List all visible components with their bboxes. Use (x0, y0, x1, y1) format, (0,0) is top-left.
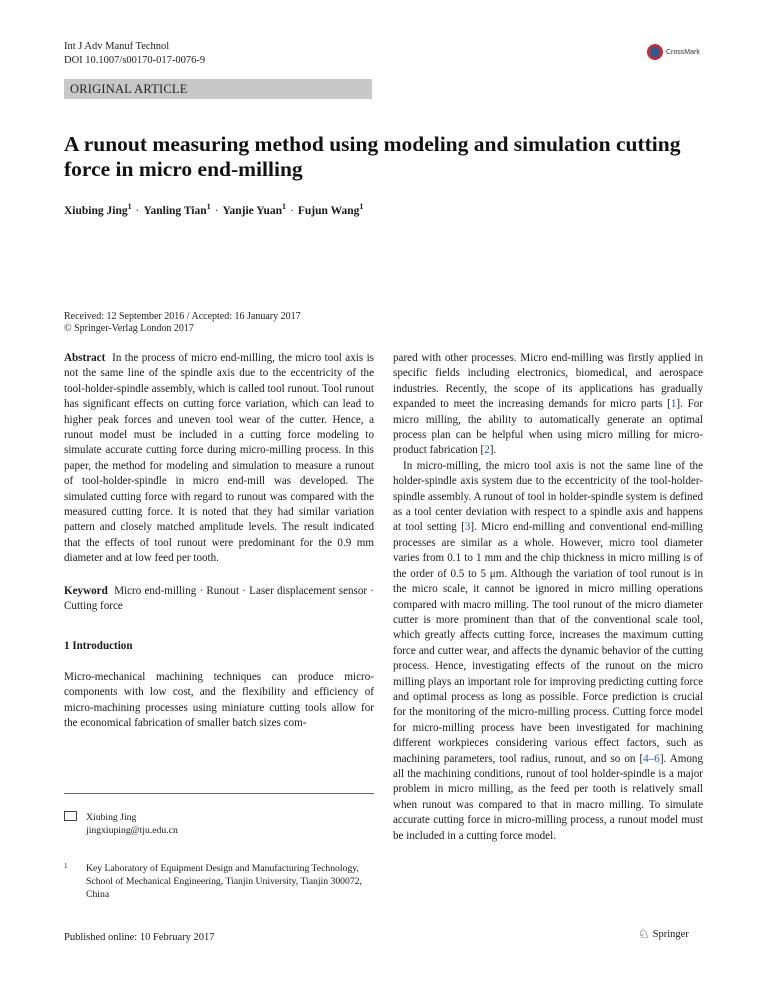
body-text: ]. Micro end-milling and conventional end-milling processes are similar as a whole. However, micro tool diameter varies from 0.1 to 1 mm and the chip thickness in micro milling is of the order of 0.5 to 5 μm. Although the variation of tool runout is in the micro scale, it cannot be ignored in micro milling operations compared with macro milling. The tool runout of the micro diameter cutter is more prominent than that of the conventional scale tool, which greatly affects cutting force, increases the maximum cutting force and cutter wear, and affects the dynamic behavior of the cutting process. Hence, investigating effects of the runout on the micro milling plays an important role for improving predicting cutting force and optimal process as long as possible. Force prediction is crucial for the monitoring of the micro-milling process. Cutting force model for micro-milling process have been investigated for machining different workpieces considering various effect factors, such as machining parameters, tool radius, runout, and so on [ (393, 521, 703, 765)
corresponding-author-footnote (64, 810, 178, 837)
abstract-label: Abstract (64, 352, 106, 364)
author-name[interactable]: Yanling Tian (143, 204, 207, 217)
author-name[interactable]: Fujun Wang (297, 204, 360, 217)
affiliation-footnote (64, 862, 374, 901)
crossmark-icon (647, 44, 663, 60)
author-affiliation-mark: 1 (282, 202, 287, 211)
author-affiliation-mark: 1 (359, 202, 364, 211)
publisher-logo (638, 926, 689, 942)
section-heading-introduction: 1 Introduction (64, 639, 133, 652)
body-text: ]. For micro milling, the ability to automatically generate an optimal process plan can be helpful when using micro milling for micro-product fabrication [ (393, 398, 703, 457)
author-affiliation-mark: 1 (127, 202, 132, 211)
publisher-name: Springer (652, 928, 689, 940)
corresponding-author-email[interactable]: jingxiuping@tju.edu.cn (86, 825, 178, 836)
citation-link[interactable]: 1 (670, 398, 677, 411)
article-type-banner (64, 79, 372, 99)
affiliation-text: Key Laboratory of Equipment Design and Manufacturing Technology, School of Mechanical Engineering, Tianjin University, Tianjin 300072, China (86, 863, 362, 900)
affiliation-number: 1 (64, 862, 68, 870)
springer-horse-icon: ♘ (638, 926, 650, 941)
introduction-paragraph (393, 459, 703, 844)
abstract-text: In the process of micro end-milling, the micro tool axis is not the same line of the spindle axis due to the eccentricity of the tool-holder-spindle assembly, which is called tool runout. Tool runout has significant effects on cutting force variation, which can lead to higher peak forces and uneven tool wear of the cutter. Hence, a runout model must be included in a cutting force modeling to simulate accurate cutting force during micro-milling process. In this paper, the method for modeling and simulation to measure a runout of tool-holder-spindle in micro end-mill was developed. The simulated cutting force with regard to runout was compared with the measured cutting force. It is noted that they had similar variation pattern and closely matched amplitude levels. The result indicated that the effects of tool runout were predominant for the 0.9 mm diameter and at low feed per tooth. (64, 352, 374, 565)
citation-link[interactable]: 2 (484, 444, 490, 457)
envelope-icon (64, 811, 77, 821)
left-column (64, 351, 374, 732)
abstract (64, 351, 374, 567)
author-separator: · (214, 204, 219, 217)
author-name[interactable]: Yanjie Yuan (222, 204, 283, 217)
crossmark-label: CrossMark (666, 48, 700, 56)
body-text: pared with other processes. Micro end-milling was firstly applied in specific fields including electronics, biomedical, and aerospace industries. Recently, the scope of its applications has gradually expanded to meet the increasing demands for micro parts [ (393, 352, 703, 411)
body-text: ]. (489, 444, 497, 457)
citation-link[interactable]: 4–6 (643, 752, 660, 765)
author-name[interactable]: Xiubing Jing (64, 204, 128, 217)
author-affiliation-mark: 1 (206, 202, 211, 211)
author-separator: · (290, 204, 294, 217)
citation-link[interactable]: 3 (464, 521, 471, 534)
keywords-text: Micro end-milling · Runout · Laser displacement sensor · Cutting force (64, 584, 375, 613)
footnote-divider (64, 793, 374, 794)
received-dates: Received: 12 September 2016 / Accepted: 16 January 2017 (64, 311, 301, 322)
crossmark-badge[interactable] (647, 43, 705, 61)
keywords (64, 584, 374, 615)
article-type-label: ORIGINAL ARTICLE (70, 82, 188, 96)
body-text: In micro-milling, the micro tool axis is not the same line of the holder-spindle axis system due to the eccentricity of the tool-holder-spindle assembly. A runout of tool in holder-spindle system is defined as a tool center deviation with respect to a spindle axis and happens at tool setting [ (393, 459, 703, 534)
author-list (64, 202, 363, 217)
published-date: Published online: 10 February 2017 (64, 932, 215, 943)
author-separator: · (135, 204, 140, 217)
copyright-notice: © Springer-Verlag London 2017 (64, 323, 194, 334)
doi[interactable]: DOI 10.1007/s00170-017-0076-9 (64, 55, 206, 66)
article-title: A runout measuring method using modeling and simulation cutting force in micro end-milling (64, 132, 681, 181)
keywords-label: Keyword (64, 584, 108, 597)
introduction-paragraph-continued (393, 351, 703, 459)
journal-name: Int J Adv Manuf Technol (64, 41, 170, 52)
corresponding-author-name: Xiubing Jing (86, 812, 137, 823)
right-column (393, 351, 703, 844)
introduction-paragraph: Micro-mechanical machining techniques can produce micro-components with low cost, and the flexibility and efficiency of micro-machining processes using miniature cutting tools allow for the economical fabrication of smaller batch sizes com- (64, 670, 374, 730)
body-text: ]. Among all the machining conditions, runout of tool holder-spindle is a major problem in micro milling, as the feed per tooth is relatively small when runout was compared to that in macro milling. To simulate accurate cutting force in micro-milling process, a runout model must be included in a cutting force model. (393, 752, 703, 842)
